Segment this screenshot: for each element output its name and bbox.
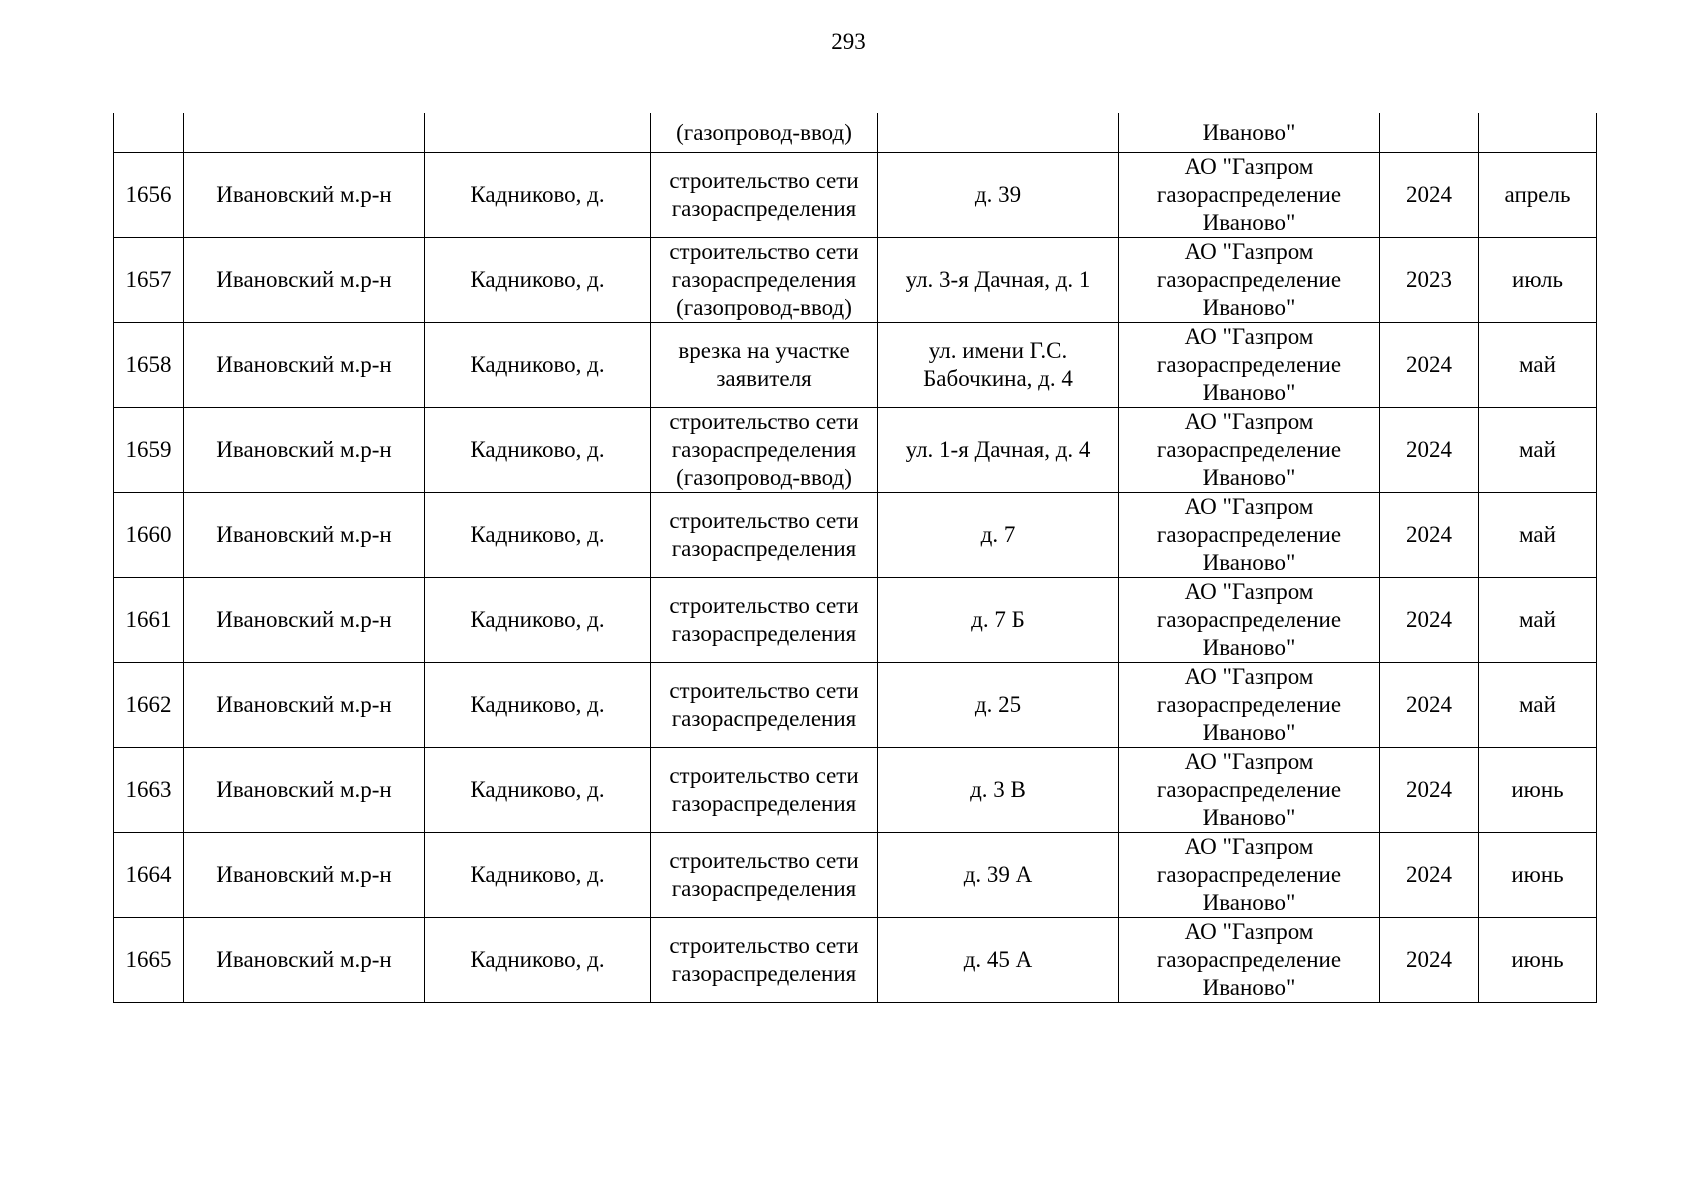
cell-organization — [1119, 578, 1380, 663]
cell-district — [184, 113, 425, 153]
cell-work-type-line: врезка на участке — [678, 338, 850, 363]
cell-work-type-line: газораспределения — [671, 706, 857, 731]
cell-organization — [1119, 663, 1380, 748]
cell-work-type — [651, 663, 878, 748]
cell-address-line: д. 7 — [980, 522, 1016, 547]
cell-organization-line: газораспределение — [1156, 522, 1342, 547]
cell-address — [878, 113, 1119, 153]
cell-work-type-line: газораспределения — [671, 196, 857, 221]
cell-year: 2024 — [1380, 493, 1479, 578]
cell-organization-line: газораспределение — [1156, 862, 1342, 887]
cell-organization-line: газораспределение — [1156, 777, 1342, 802]
cell-work-type-line: газораспределения — [671, 961, 857, 986]
cell-organization-line: газораспределение — [1156, 267, 1342, 292]
cell-organization-line: Иваново" — [1202, 550, 1296, 575]
cell-year: 2024 — [1380, 153, 1479, 238]
cell-year: 2024 — [1380, 663, 1479, 748]
cell-district: Ивановский м.р-н — [184, 663, 425, 748]
cell-year: 2024 — [1380, 408, 1479, 493]
cell-organization-line: Иваново" — [1202, 805, 1296, 830]
cell-address — [878, 238, 1119, 323]
cell-work-type — [651, 323, 878, 408]
cell-work-type-line: заявителя — [716, 366, 812, 391]
cell-organization-line: Иваново" — [1202, 720, 1296, 745]
cell-district: Ивановский м.р-н — [184, 578, 425, 663]
cell-organization — [1119, 238, 1380, 323]
cell-num: 1659 — [114, 408, 184, 493]
cell-organization — [1119, 323, 1380, 408]
cell-locality: Кадниково, д. — [425, 493, 651, 578]
cell-num: 1664 — [114, 833, 184, 918]
cell-organization-line: АО "Газпром — [1184, 409, 1314, 434]
cell-address — [878, 578, 1119, 663]
cell-address — [878, 833, 1119, 918]
cell-work-type-line: газораспределения — [671, 437, 857, 462]
cell-work-type-line: строительство сети — [669, 508, 859, 533]
cell-organization-line: АО "Газпром — [1184, 579, 1314, 604]
continuation-row — [114, 113, 1597, 153]
cell-locality: Кадниково, д. — [425, 748, 651, 833]
cell-num: 1665 — [114, 918, 184, 1003]
cell-work-type-line: строительство сети — [669, 763, 859, 788]
cell-organization-line: газораспределение — [1156, 607, 1342, 632]
cell-work-type — [651, 408, 878, 493]
cell-organization-line: АО "Газпром — [1184, 239, 1314, 264]
table-row — [114, 408, 1597, 493]
cell-organization-line: Иваново" — [1202, 210, 1296, 235]
cell-locality: Кадниково, д. — [425, 918, 651, 1003]
cell-work-type — [651, 833, 878, 918]
cell-organization-line: Иваново" — [1202, 890, 1296, 915]
cell-address-line: ул. 3-я Дачная, д. 1 — [905, 267, 1091, 292]
cell-district: Ивановский м.р-н — [184, 153, 425, 238]
cell-work-type-line: строительство сети — [669, 933, 859, 958]
cell-num — [114, 113, 184, 153]
cell-month: май — [1479, 408, 1597, 493]
cell-locality: Кадниково, д. — [425, 663, 651, 748]
cell-organization — [1119, 833, 1380, 918]
cell-month: июнь — [1479, 748, 1597, 833]
cell-work-type — [651, 153, 878, 238]
cell-organization-line: АО "Газпром — [1184, 919, 1314, 944]
page-number: 293 — [831, 29, 866, 54]
cell-locality: Кадниково, д. — [425, 833, 651, 918]
cell-work-type-line: (газопровод-ввод) — [676, 465, 852, 490]
cell-organization-line: Иваново" — [1202, 295, 1296, 320]
cell-organization-line: АО "Газпром — [1184, 154, 1314, 179]
cell-year: 2024 — [1380, 323, 1479, 408]
cell-address — [878, 153, 1119, 238]
cell-organization — [1119, 153, 1380, 238]
cell-organization-line: Иваново" — [1202, 380, 1296, 405]
cell-address-line: д. 25 — [974, 692, 1022, 717]
cell-locality: Кадниково, д. — [425, 578, 651, 663]
cell-work-type — [651, 238, 878, 323]
cell-month: май — [1479, 578, 1597, 663]
table-row — [114, 918, 1597, 1003]
table-row — [114, 153, 1597, 238]
cell-num: 1663 — [114, 748, 184, 833]
cell-work-type-line: газораспределения — [671, 791, 857, 816]
cell-organization-line: АО "Газпром — [1184, 324, 1314, 349]
table-row — [114, 493, 1597, 578]
cell-organization-line: газораспределение — [1156, 182, 1342, 207]
cell-organization — [1119, 493, 1380, 578]
cell-organization — [1119, 748, 1380, 833]
cell-month: июнь — [1479, 918, 1597, 1003]
cell-num: 1662 — [114, 663, 184, 748]
cell-locality: Кадниково, д. — [425, 408, 651, 493]
table-row — [114, 238, 1597, 323]
cell-work-type — [651, 918, 878, 1003]
cell-organization — [1119, 408, 1380, 493]
cell-year: 2024 — [1380, 833, 1479, 918]
cell-address-line: ул. 1-я Дачная, д. 4 — [905, 437, 1091, 462]
cell-organization-line: АО "Газпром — [1184, 834, 1314, 859]
cell-year: 2024 — [1380, 918, 1479, 1003]
cell-work-type-line: строительство сети — [669, 848, 859, 873]
cell-organization-line: Иваново" — [1202, 465, 1296, 490]
cell-address — [878, 918, 1119, 1003]
cell-work-type-line: газораспределения — [671, 536, 857, 561]
cell-address — [878, 408, 1119, 493]
cell-district: Ивановский м.р-н — [184, 323, 425, 408]
table-row — [114, 833, 1597, 918]
cell-locality: Кадниково, д. — [425, 323, 651, 408]
cell-work-type — [651, 578, 878, 663]
cell-num: 1658 — [114, 323, 184, 408]
cell-address — [878, 323, 1119, 408]
table-row — [114, 323, 1597, 408]
cell-organization-line: газораспределение — [1156, 692, 1342, 717]
cell-locality: Кадниково, д. — [425, 153, 651, 238]
cell-address-line: ул. имени Г.С. — [928, 338, 1068, 363]
cell-work-type-line: газораспределения — [671, 876, 857, 901]
cell-work-type-line: строительство сети — [669, 239, 859, 264]
cell-address — [878, 493, 1119, 578]
cell-work-type-line: строительство сети — [669, 168, 859, 193]
cell-address — [878, 748, 1119, 833]
cell-district: Ивановский м.р-н — [184, 918, 425, 1003]
cell-address-line: д. 3 В — [970, 777, 1026, 802]
cell-month: май — [1479, 493, 1597, 578]
cell-address-line: д. 7 Б — [971, 607, 1025, 632]
cell-work-type-line: строительство сети — [669, 593, 859, 618]
cell-address-line: д. 45 А — [963, 947, 1033, 972]
cell-num: 1657 — [114, 238, 184, 323]
cell-work-type-line: строительство сети — [669, 409, 859, 434]
cell-district: Ивановский м.р-н — [184, 408, 425, 493]
cell-work-type — [651, 748, 878, 833]
cell-organization-line: АО "Газпром — [1184, 494, 1314, 519]
cell-address-line: д. 39 — [974, 182, 1022, 207]
cell-address-line: Бабочкина, д. 4 — [923, 366, 1073, 391]
cell-organization-line: АО "Газпром — [1184, 664, 1314, 689]
cell-work-type-line: строительство сети — [669, 678, 859, 703]
gasification-schedule-table — [113, 113, 1597, 1003]
cell-organization-line: Иваново" — [1202, 635, 1296, 660]
cell-month: апрель — [1479, 153, 1597, 238]
cell-year: 2023 — [1380, 238, 1479, 323]
cell-district: Ивановский м.р-н — [184, 748, 425, 833]
table-row — [114, 663, 1597, 748]
cell-district: Ивановский м.р-н — [184, 833, 425, 918]
cell-organization: Иваново" — [1119, 113, 1380, 153]
cell-work-type-line: газораспределения — [671, 267, 857, 292]
cell-month: май — [1479, 663, 1597, 748]
cell-num: 1656 — [114, 153, 184, 238]
cell-organization-line: газораспределение — [1156, 352, 1342, 377]
table-row — [114, 748, 1597, 833]
cell-work-type-line: (газопровод-ввод) — [676, 295, 852, 320]
cell-address-line: д. 39 А — [963, 862, 1033, 887]
cell-month: июль — [1479, 238, 1597, 323]
cell-year — [1380, 113, 1479, 153]
cell-num: 1661 — [114, 578, 184, 663]
cell-district: Ивановский м.р-н — [184, 238, 425, 323]
cell-year: 2024 — [1380, 578, 1479, 663]
cell-work-type-line: газораспределения — [671, 621, 857, 646]
cell-organization-line: АО "Газпром — [1184, 749, 1314, 774]
cell-organization-line: Иваново" — [1202, 975, 1296, 1000]
cell-locality: Кадниково, д. — [425, 238, 651, 323]
cell-month: июнь — [1479, 833, 1597, 918]
cell-locality — [425, 113, 651, 153]
cell-address — [878, 663, 1119, 748]
cell-num: 1660 — [114, 493, 184, 578]
cell-month — [1479, 113, 1597, 153]
cell-work-type: (газопровод-ввод) — [651, 113, 878, 153]
cell-year: 2024 — [1380, 748, 1479, 833]
table-row — [114, 578, 1597, 663]
cell-organization-line: газораспределение — [1156, 437, 1342, 462]
cell-organization-line: газораспределение — [1156, 947, 1342, 972]
cell-work-type — [651, 493, 878, 578]
cell-month: май — [1479, 323, 1597, 408]
cell-organization — [1119, 918, 1380, 1003]
cell-district: Ивановский м.р-н — [184, 493, 425, 578]
